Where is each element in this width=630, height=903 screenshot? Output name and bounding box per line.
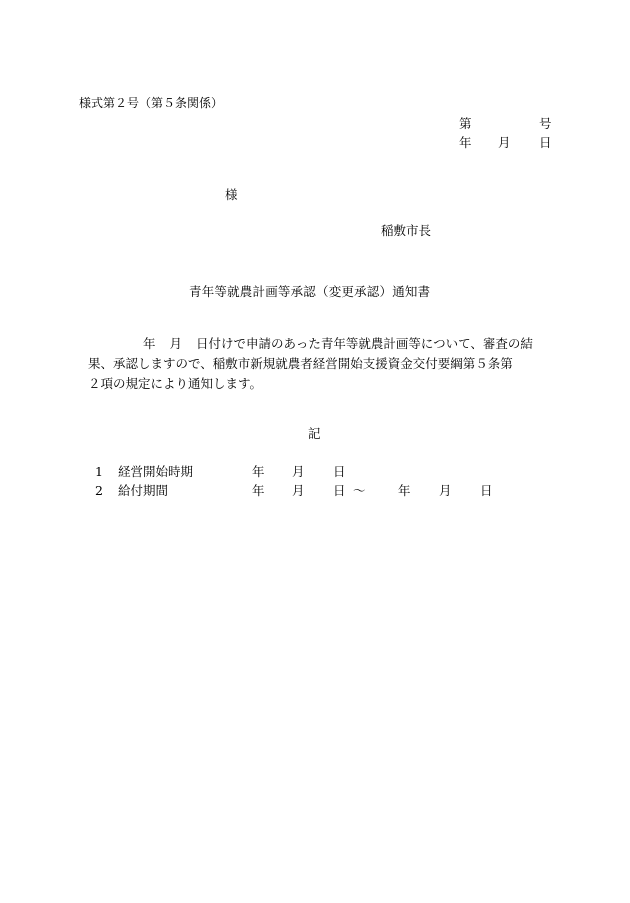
item-number: 2 (95, 483, 103, 498)
item-number: 1 (95, 464, 103, 479)
doc-number-suffix: 号 (539, 116, 552, 131)
item-month: 月 (292, 464, 305, 479)
item-tilde: ～ (353, 483, 366, 498)
item-day: 日 (333, 483, 346, 498)
body-year: 年 (143, 336, 156, 351)
recipient-honorific: 様 (225, 187, 238, 202)
item-label: 給付期間 (118, 483, 169, 498)
item-end-month: 月 (439, 483, 452, 498)
item-day: 日 (333, 464, 346, 479)
issue-date-day: 日 (539, 135, 552, 150)
doc-number-prefix: 第 (459, 116, 472, 131)
sender-name: 稲敷市長 (381, 223, 432, 238)
body-line-2: 果、承認しますので、稲敷市新規就農者経営開始支援資金交付要綱第５条第 (88, 356, 513, 371)
body-line-3: ２項の規定により通知します。 (88, 376, 263, 391)
body-line-1-text: 日付けで申請のあった青年等就農計画等について、審査の結 (196, 336, 533, 351)
issue-date-month: 月 (498, 135, 511, 150)
ki-heading: 記 (308, 426, 321, 441)
item-year: 年 (252, 483, 265, 498)
body-paragraph (88, 334, 553, 394)
body-month: 月 (169, 336, 183, 351)
item-end-day: 日 (480, 483, 493, 498)
item-end-year: 年 (398, 483, 411, 498)
body-line-1 (88, 334, 553, 354)
issue-date-year: 年 (459, 135, 472, 150)
item-year: 年 (252, 464, 265, 479)
document-title: 青年等就農計画等承認（変更承認）通知書 (189, 284, 431, 299)
item-label: 経営開始時期 (118, 464, 194, 479)
item-month: 月 (292, 483, 305, 498)
form-number: 様式第２号（第５条関係） (79, 96, 224, 110)
